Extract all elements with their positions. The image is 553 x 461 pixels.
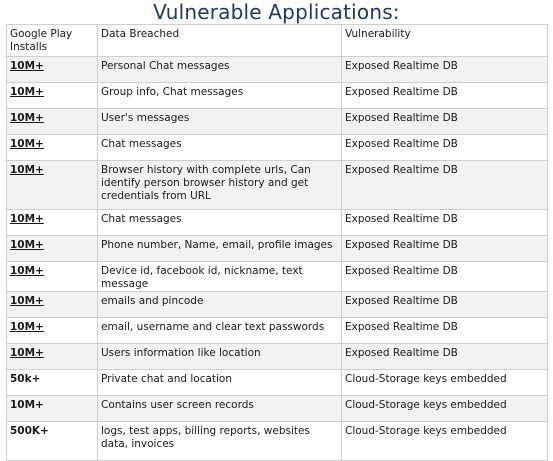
header-installs: Google Play Installs [7, 25, 98, 57]
vulnerability-cell: Exposed Realtime DB [342, 292, 548, 318]
data-breached-cell: Users information like location [98, 344, 342, 370]
installs-cell [7, 292, 98, 318]
installs-value: 10M+ [10, 112, 44, 124]
installs-value: 10M+ [10, 321, 44, 333]
header-data-breached: Data Breached [98, 25, 342, 57]
table-row [7, 344, 548, 370]
table-row [7, 422, 548, 461]
vulnerability-cell: Exposed Realtime DB [342, 236, 548, 262]
data-breached-cell: Chat messages [98, 210, 342, 236]
table-row [7, 262, 548, 292]
installs-value: 10M+ [10, 347, 44, 359]
data-breached-cell: Group info, Chat messages [98, 83, 342, 109]
vulnerability-cell: Cloud-Storage keys embedded [342, 396, 548, 422]
vulnerability-cell: Exposed Realtime DB [342, 109, 548, 135]
vulnerability-cell: Cloud-Storage keys embedded [342, 422, 548, 461]
installs-cell [7, 109, 98, 135]
installs-value: 10M+ [10, 86, 44, 98]
table-row [7, 135, 548, 161]
vulnerability-cell: Exposed Realtime DB [342, 344, 548, 370]
data-breached-cell: Personal Chat messages [98, 57, 342, 83]
vulnerability-cell: Cloud-Storage keys embedded [342, 370, 548, 396]
installs-cell [7, 161, 98, 210]
table-row [7, 57, 548, 83]
data-breached-cell: Chat messages [98, 135, 342, 161]
data-breached-cell: email, username and clear text passwords [98, 318, 342, 344]
vulnerable-apps-table [6, 24, 548, 461]
vulnerability-cell: Exposed Realtime DB [342, 57, 548, 83]
installs-cell [7, 262, 98, 292]
vulnerability-cell: Exposed Realtime DB [342, 135, 548, 161]
data-breached-cell: Device id, facebook id, nickname, text message [98, 262, 342, 292]
installs-value: 10M+ [10, 213, 44, 225]
installs-cell [7, 210, 98, 236]
vulnerability-cell: Exposed Realtime DB [342, 318, 548, 344]
table-row [7, 210, 548, 236]
vulnerability-cell: Exposed Realtime DB [342, 210, 548, 236]
table-row [7, 370, 548, 396]
installs-value: 500K+ [10, 425, 49, 437]
installs-cell [7, 236, 98, 262]
data-breached-cell: User's messages [98, 109, 342, 135]
installs-value: 10M+ [10, 164, 44, 176]
data-breached-cell: Contains user screen records [98, 396, 342, 422]
table-row [7, 83, 548, 109]
installs-cell [7, 344, 98, 370]
data-breached-cell: Browser history with complete urls, Can identify person browser history and get credentials from URL [98, 161, 342, 210]
installs-value: 10M+ [10, 399, 44, 411]
installs-cell [7, 370, 98, 396]
installs-cell [7, 318, 98, 344]
data-breached-cell: Private chat and location [98, 370, 342, 396]
installs-value: 10M+ [10, 60, 44, 72]
table-row [7, 161, 548, 210]
table-row [7, 109, 548, 135]
data-breached-cell: logs, test apps, billing reports, websites data, invoices [98, 422, 342, 461]
data-breached-cell: emails and pincode [98, 292, 342, 318]
installs-value: 10M+ [10, 239, 44, 251]
installs-value: 50k+ [10, 373, 41, 385]
table-header-row [7, 25, 548, 57]
header-vulnerability: Vulnerability [342, 25, 548, 57]
data-breached-cell: Phone number, Name, email, profile images [98, 236, 342, 262]
installs-cell [7, 57, 98, 83]
installs-value: 10M+ [10, 265, 44, 277]
installs-cell [7, 135, 98, 161]
table-row [7, 396, 548, 422]
installs-cell [7, 396, 98, 422]
vulnerability-cell: Exposed Realtime DB [342, 262, 548, 292]
table-row [7, 318, 548, 344]
vulnerability-cell: Exposed Realtime DB [342, 161, 548, 210]
installs-value: 10M+ [10, 138, 44, 150]
vulnerability-cell: Exposed Realtime DB [342, 83, 548, 109]
installs-cell [7, 422, 98, 461]
installs-value: 10M+ [10, 295, 44, 307]
page-title: Vulnerable Applications: [153, 0, 400, 24]
installs-cell [7, 83, 98, 109]
table-row [7, 236, 548, 262]
table-row [7, 292, 548, 318]
